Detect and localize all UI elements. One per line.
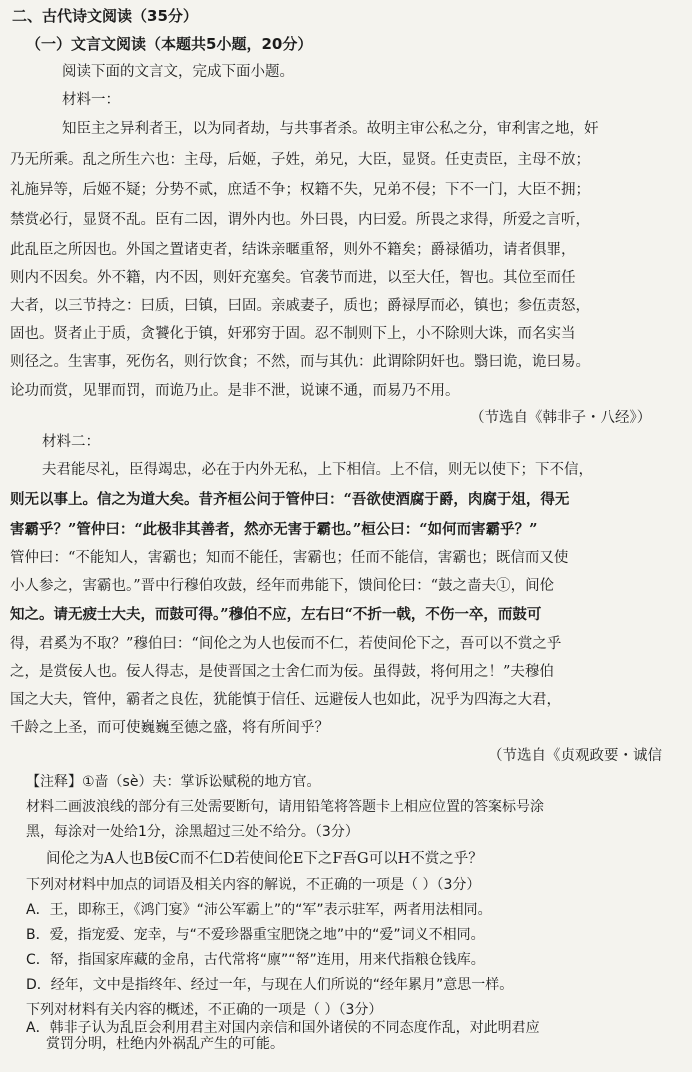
material2-label: 材料二： [42,434,100,450]
material1-line: 则径之。生害事，死伤名，则行饮食；不然，而与其仇：此谓除阴奸也。翳曰诡，诡曰易。 [10,354,590,370]
q2-option-d: D．经年，文中是指终年、经过一年，与现在人们所说的“经年累月”意思一样。 [26,977,514,993]
material2-line: 则无以事上。信之为道大矣。昔齐桓公问于管仲曰：“吾欲使酒腐于爵，肉腐于俎，得无 [10,491,570,508]
material2-line: 得，君奚为不取？”穆伯曰：“间伦之为人也佞而不仁，若使间伦下之，吾可以不赏之乎 [10,636,562,652]
subsection-title: （一）文言文阅读（本题共5小题，20分） [26,35,313,53]
q1-options: 间伦之为A人也B佞C而不仁D若使间伦E下之F吾G可以H不赏之乎？ [46,851,483,867]
q3-option-a: A．韩非子认为乱臣会利用君主对国内亲信和国外诸侯的不同态度作乱，对此明君应 [26,1020,540,1036]
material2-line: 害霸乎？”管仲曰：“此极非其善者，然亦无害于霸也。”桓公曰：“如何而害霸乎？” [10,521,538,538]
material2-line: 夫君能尽礼，臣得竭忠，必在于内外无私，上下相信。上不信，则无以使下；下不信， [42,462,593,478]
material2-line: 知之。请无疲士大夫，而鼓可得。”穆伯不应，左右曰“不折一戟，不伤一卒，而鼓可 [10,606,542,623]
material1-line: 大者，以三节持之：曰质，曰镇，曰固。亲戚妻子，质也；爵禄厚而必，镇也；参伍责怒， [10,298,590,314]
annotation-note: 【注释】①啬（sè）夫：掌诉讼赋税的地方官。 [26,774,321,790]
material1-line: 禁赏必行，显贤不乱。臣有二因，谓外内也。外曰畏，内曰爱。所畏之求得，所爱之言听， [10,212,590,228]
material2-line: 小人参之，害霸也。”晋中行穆伯攻鼓，经年而弗能下，馈间伦曰：“鼓之啬夫①，间伦 [10,578,555,594]
material2-line: 管仲曰：“不能知人，害霸也；知而不能任，害霸也；任而不能信，害霸也；既信而又使 [10,550,569,566]
q2-option-a: A．王，即称王，《鸿门宴》“沛公军霸上”的“军”表示驻军，两者用法相同。 [26,902,492,918]
material2-source: （节选自《贞观政要・诚信 [488,748,662,764]
material2-line: 之，是赏佞人也。佞人得志，是使晋国之士舍仁而为佞。虽得鼓，将何用之！”夫穆伯 [10,664,554,680]
material1-line: 固也。贤者止于质，贪饕化于镇，奸邪穷于固。忍不制则下上，小不除则大诛，而名实当 [10,326,576,342]
material1-line: 则内不因矣。外不籍，内不因，则奸充塞矣。官袭节而进，以至大任，智也。其位至而任 [10,270,576,286]
q1-stem: 黑，每涂对一处给1分，涂黑超过三处不给分。（3分） [26,824,359,840]
q1-stem: 材料二画波浪线的部分有三处需要断句，请用铅笔将答题卡上相应位置的答案标号涂 [26,799,544,815]
q3-option-a: 赏罚分明，杜绝内外祸乱产生的可能。 [46,1036,284,1052]
material1-source: （节选自《韩非子・八经》） [470,410,652,426]
material1-line: 此乱臣之所因也。外国之置诸吏者，结诛亲暱重帑，则外不籍矣；爵禄循功，请者俱罪， [10,242,576,258]
q2-stem: 下列对材料中加点的词语及相关内容的解说，不正确的一项是（ ）（3分） [26,877,481,893]
material2-line: 千龄之上圣，而可使巍巍至德之盛，将有所间乎？ [10,720,329,736]
material1-line: 乃无所乘。乱之所生六也：主母，后姬，子姓，弟兄，大臣，显贤。任吏责臣，主母不放； [10,152,590,168]
material1-line: 礼施异等，后姬不疑；分势不贰，庶适不争；权籍不失，兄弟不侵；下不一门，大臣不拥； [10,182,590,198]
section-title: 二、古代诗文阅读（35分） [12,7,198,25]
q2-option-b: B．爱，指宠爱、宠幸，与“不爱珍器重宝肥饶之地”中的“爱”词义不相同。 [26,927,485,943]
q2-option-c: C．帑，指国家库藏的金帛，古代常将“廪”“帑”连用，用来代指粮仓钱库。 [26,952,485,968]
material1-line: 论功而赏，见罪而罚，而诡乃止。是非不泄，说谏不通，而易乃不用。 [10,383,460,399]
instruction: 阅读下面的文言文，完成下面小题。 [62,64,294,80]
material1-line: 知臣主之异利者王，以为同者劫，与共事者杀。故明主审公私之分，审利害之地，奸 [62,121,599,137]
material1-label: 材料一： [62,92,120,108]
q3-stem: 下列对材料有关内容的概述，不正确的一项是（ ）（3分） [26,1002,383,1018]
material2-line: 国之大夫，管仲，霸者之良佐，犹能慎于信任、远避佞人也如此，况乎为四海之大君， [10,692,561,708]
